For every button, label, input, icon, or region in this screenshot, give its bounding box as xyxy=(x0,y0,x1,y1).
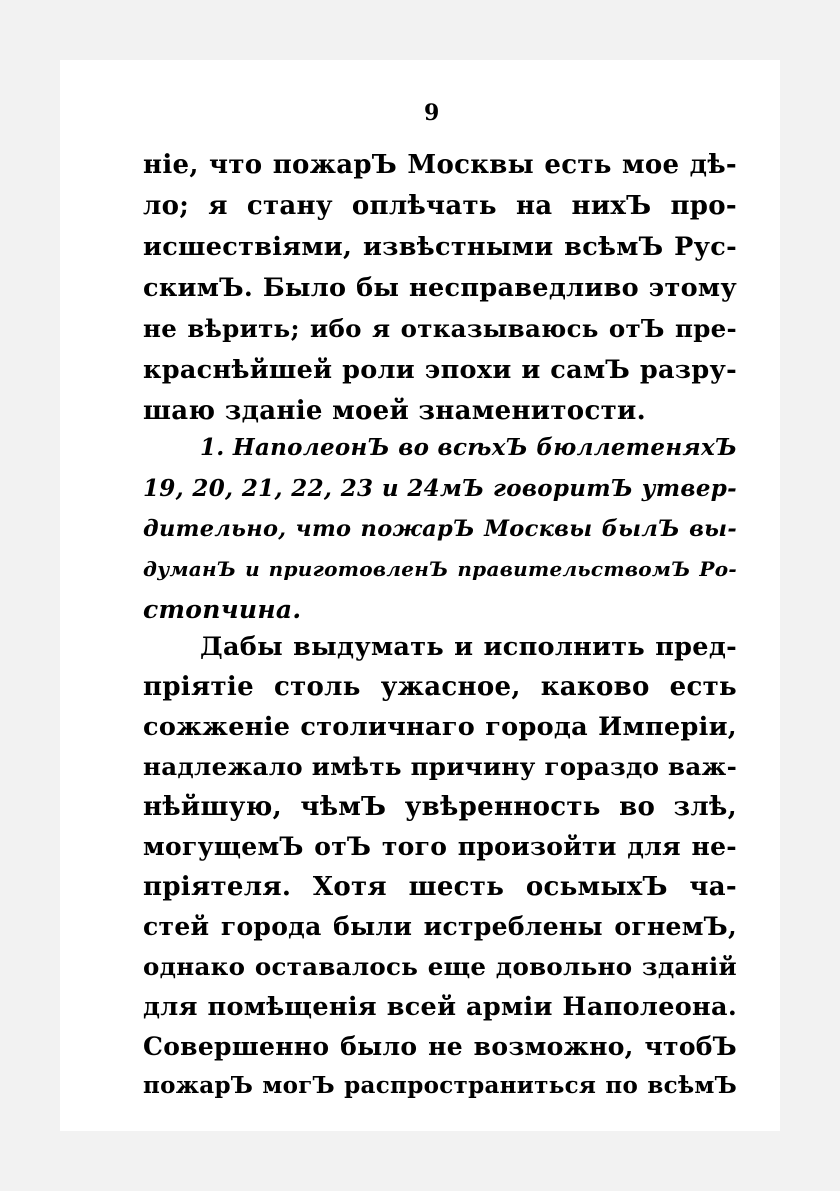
text-line: могущемЪ отЪ того произойти для не- xyxy=(143,832,737,861)
text-line: для помѣщенія всей арміи Наполеона. xyxy=(143,992,737,1022)
text-line: ніе, что пожарЪ Москвы есть мое дѣ- xyxy=(143,150,737,180)
text-line: нѣйшую, чѣмЪ увѣренность во злѣ, xyxy=(143,792,737,822)
text-line: пожарЪ могЪ распространиться по всѣмЪ xyxy=(143,1072,737,1099)
text-line: пріятеля. Хотя шесть осьмыхЪ ча- xyxy=(143,872,737,902)
text-line: шаю зданіе моей знаменитости. xyxy=(143,396,646,426)
text-line: краснѣйшей роли эпохи и самЪ разру- xyxy=(143,355,737,385)
page-number: 9 xyxy=(424,100,440,126)
text-line: Дабы выдумать и исполнить пред- xyxy=(200,632,737,662)
text-line: скимЪ. Было бы несправедливо этому xyxy=(143,273,737,303)
text-line: однако оставалось еще довольно зданій xyxy=(143,952,737,981)
text-line: Совершенно было не возможно, чтобЪ xyxy=(143,1032,737,1061)
text-line: пріятіе столь ужасное, каково есть xyxy=(143,672,737,702)
footnote-line: дительно, что пожарЪ Москвы былЪ вы- xyxy=(143,516,737,542)
footnote-line: 1. НаполеонЪ во всѣхЪ бюллетеняхЪ xyxy=(200,434,738,461)
text-line: исшествіями, извѣстными всѣмЪ Рус- xyxy=(143,232,737,262)
text-line: сожженіе столичнаго города Имперіи, xyxy=(143,712,737,742)
text-line: надлежало имѣть причину гораздо важ- xyxy=(143,752,738,781)
footnote-line: 19, 20, 21, 22, 23 и 24мЪ говоритЪ утвер- xyxy=(143,475,737,502)
footnote-line: думанЪ и приготовленЪ правительствомЪ Ро- xyxy=(143,557,737,581)
text-line: не вѣрить; ибо я отказываюсь отЪ пре- xyxy=(143,314,737,343)
text-line: ло; я стану оплѣчать на нихЪ про- xyxy=(143,191,737,221)
text-line: стей города были истреблены огнемЪ, xyxy=(143,912,737,941)
footnote-line: стопчина. xyxy=(143,595,302,624)
